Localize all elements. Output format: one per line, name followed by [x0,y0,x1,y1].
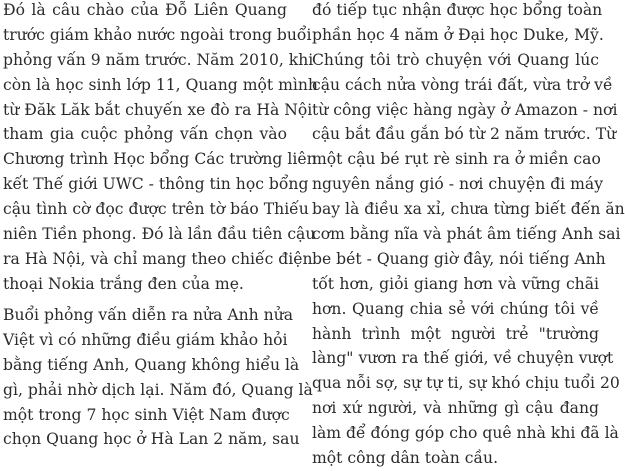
paragraph-2 [3,303,313,452]
text-line: bằng tiếng Anh, Quang không hiểu là [3,355,300,374]
text-line: tham gia cuộc phỏng vấn chọn vào [3,125,287,144]
text-line: thoại Nokia trắng đen của mẹ. [3,274,244,293]
text-line: làng" vươn ra thế giới, về chuyện vượt [312,349,614,368]
text-line: Chương trình Học bổng Các trường liên [3,150,317,169]
text-line: Đó là câu chào của Đỗ Liên Quang [3,1,287,19]
text-line: kết Thế giới UWC - thông tin học bổng [3,175,309,194]
text-line: nguyên nắng gió - nơi chuyện đi máy [312,175,604,194]
text-line: một trong 7 học sinh Việt Nam được [3,405,290,424]
text-line: từ Đăk Lăk bắt chuyến xe đò ra Hà Nội [3,100,313,119]
text-line: be bét - Quang giờ đây, nói tiếng Anh [312,249,606,268]
text-line: trước giám khảo nước ngoài trong buổi [3,25,312,44]
paragraph-3 [312,0,625,471]
text-line: cơm bằng nĩa và phát âm tiếng Anh sai [312,225,621,244]
text-line: hành trình một người trẻ "trường [312,324,599,343]
text-line: đó tiếp tục nhận được học bổng toàn [312,1,603,19]
text-line: làm để đóng góp cho quê nhà khi đã là [312,424,619,443]
text-line: một công dân toàn cầu. [312,449,499,468]
text-line: cậu cách nửa vòng trái đất, vừa trở về [312,75,613,94]
paragraph-1 [3,0,318,297]
text-line: phần học 4 năm ở Đại học Duke, Mỹ. [312,25,604,44]
text-line: tốt hơn, giỏi giang hơn và vững chãi [312,274,599,293]
text-line: Việt vì có những điều giám khảo hỏi [3,330,288,349]
text-line: một cậu bé rụt rè sinh ra ở miền cao [312,150,601,169]
text-line: gì, phải nhờ dịch lại. Năm đó, Quang là [3,380,313,399]
text-line: phỏng vấn 9 năm trước. Năm 2010, khi [3,50,314,69]
text-line: niên Tiền phong. Đó là lần đầu tiên cậu [3,225,316,244]
text-line: Buổi phỏng vấn diễn ra nửa Anh nửa [3,306,294,324]
text-line: bay là điều xa xỉ, chưa từng biết đến ăn [312,200,625,219]
text-line: qua nỗi sợ, sự tự ti, sự khó chịu tuổi 20 [312,374,620,393]
text-line: từ công việc hàng ngày ở Amazon - nơi [312,100,618,119]
text-line: Chúng tôi trò chuyện với Quang lúc [312,50,599,69]
text-line: ra Hà Nội, và chỉ mang theo chiếc điện [3,249,313,268]
text-line: cậu tình cờ đọc được trên tờ báo Thiếu [3,200,309,219]
text-line: chọn Quang học ở Hà Lan 2 năm, sau [3,430,300,449]
text-line: cậu bắt đầu gắn bó từ 2 năm trước. Từ [312,125,617,144]
text-line: hơn. Quang chia sẻ với chúng tôi về [312,299,599,318]
text-line: nơi xứ người, và những gì cậu đang [312,399,599,418]
text-line: còn là học sinh lớp 11, Quang một mình [3,75,318,94]
